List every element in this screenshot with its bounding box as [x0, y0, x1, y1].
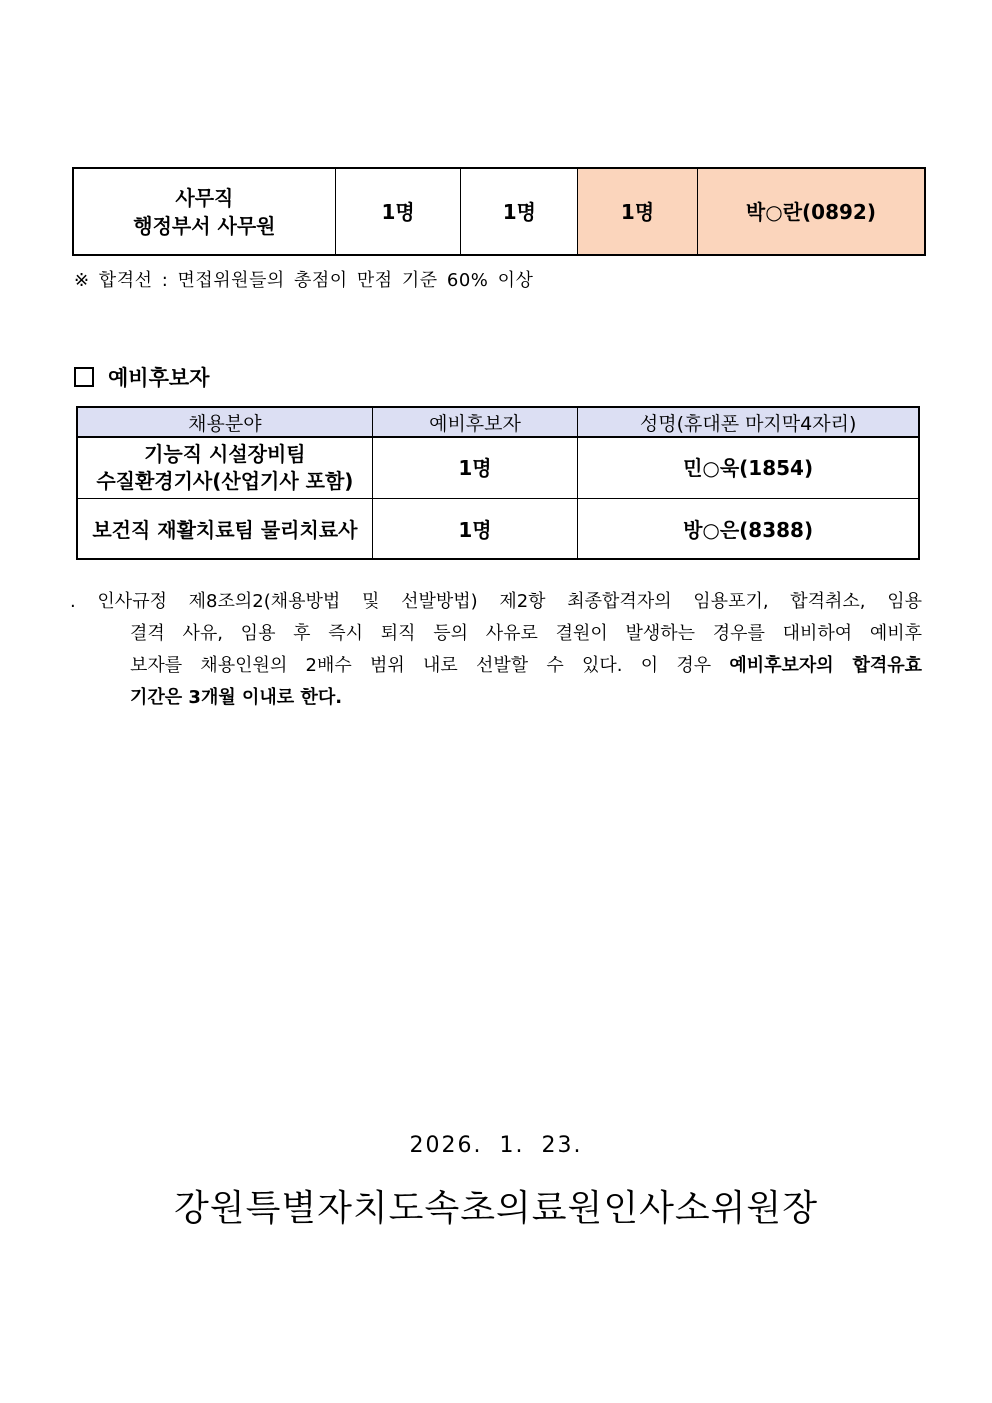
result-table	[72, 167, 926, 256]
name-cell: 민○욱(1854)	[578, 437, 919, 499]
table-row	[77, 437, 919, 499]
document-date: 2026. 1. 23.	[409, 1133, 583, 1158]
column-header: 성명(휴대폰 마지막4자리)	[578, 407, 919, 437]
checkbox-icon	[74, 367, 94, 387]
section-heading	[74, 362, 209, 392]
field-line: 기능직 시설장비팀	[144, 442, 306, 466]
paragraph-line: 결격 사유, 임용 후 즉시 퇴직 등의 사유로 결원이 발생하는 경우를 대비하여 예비후	[130, 623, 922, 644]
field-cell: 보건직 재활치료팀 물리치료사	[77, 499, 372, 560]
field-line: 행정부서 사무원	[133, 213, 276, 238]
field-cell	[77, 437, 372, 499]
column-header: 채용분야	[77, 407, 372, 437]
passed-name-cell: 박○란(0892)	[697, 168, 925, 255]
field-cell	[73, 168, 335, 255]
table-row	[73, 168, 925, 255]
count-cell: 1명	[372, 499, 577, 560]
paragraph-emphasis: 기간은 3개월 이내로 한다.	[130, 687, 343, 708]
field-line: 수질환경기사(산업기사 포함)	[96, 469, 354, 493]
count-cell: 1명	[335, 168, 461, 255]
paragraph-line	[70, 650, 922, 682]
name-cell: 방○은(8388)	[578, 499, 919, 560]
paragraph-emphasis: 예비후보자의 합격유효	[729, 655, 922, 676]
section-title: 예비후보자	[108, 366, 210, 390]
paragraph-line	[70, 682, 922, 714]
paragraph-text: 보자를 채용인원의 2배수 범위 내로 선발할 수 있다. 이 경우	[130, 655, 730, 676]
paragraph-line: . 인사규정 제8조의2(채용방법 및 선발방법) 제2항 최종합격자의 임용포기, 합격취소, 임용	[70, 591, 922, 612]
count-cell: 1명	[461, 168, 578, 255]
regulation-paragraph	[70, 586, 922, 714]
reserve-table	[76, 406, 920, 560]
pass-line-note: ※ 합격선 : 면접위원들의 총점이 만점 기준 60% 이상	[74, 270, 534, 291]
signatory: 강원특별자치도속초의료원인사소위원장	[174, 1188, 818, 1229]
column-header: 예비후보자	[372, 407, 577, 437]
table-header-row	[77, 407, 919, 437]
field-line: 사무직	[175, 185, 234, 210]
count-cell: 1명	[372, 437, 577, 499]
table-row	[77, 499, 919, 560]
passed-count-cell: 1명	[578, 168, 698, 255]
